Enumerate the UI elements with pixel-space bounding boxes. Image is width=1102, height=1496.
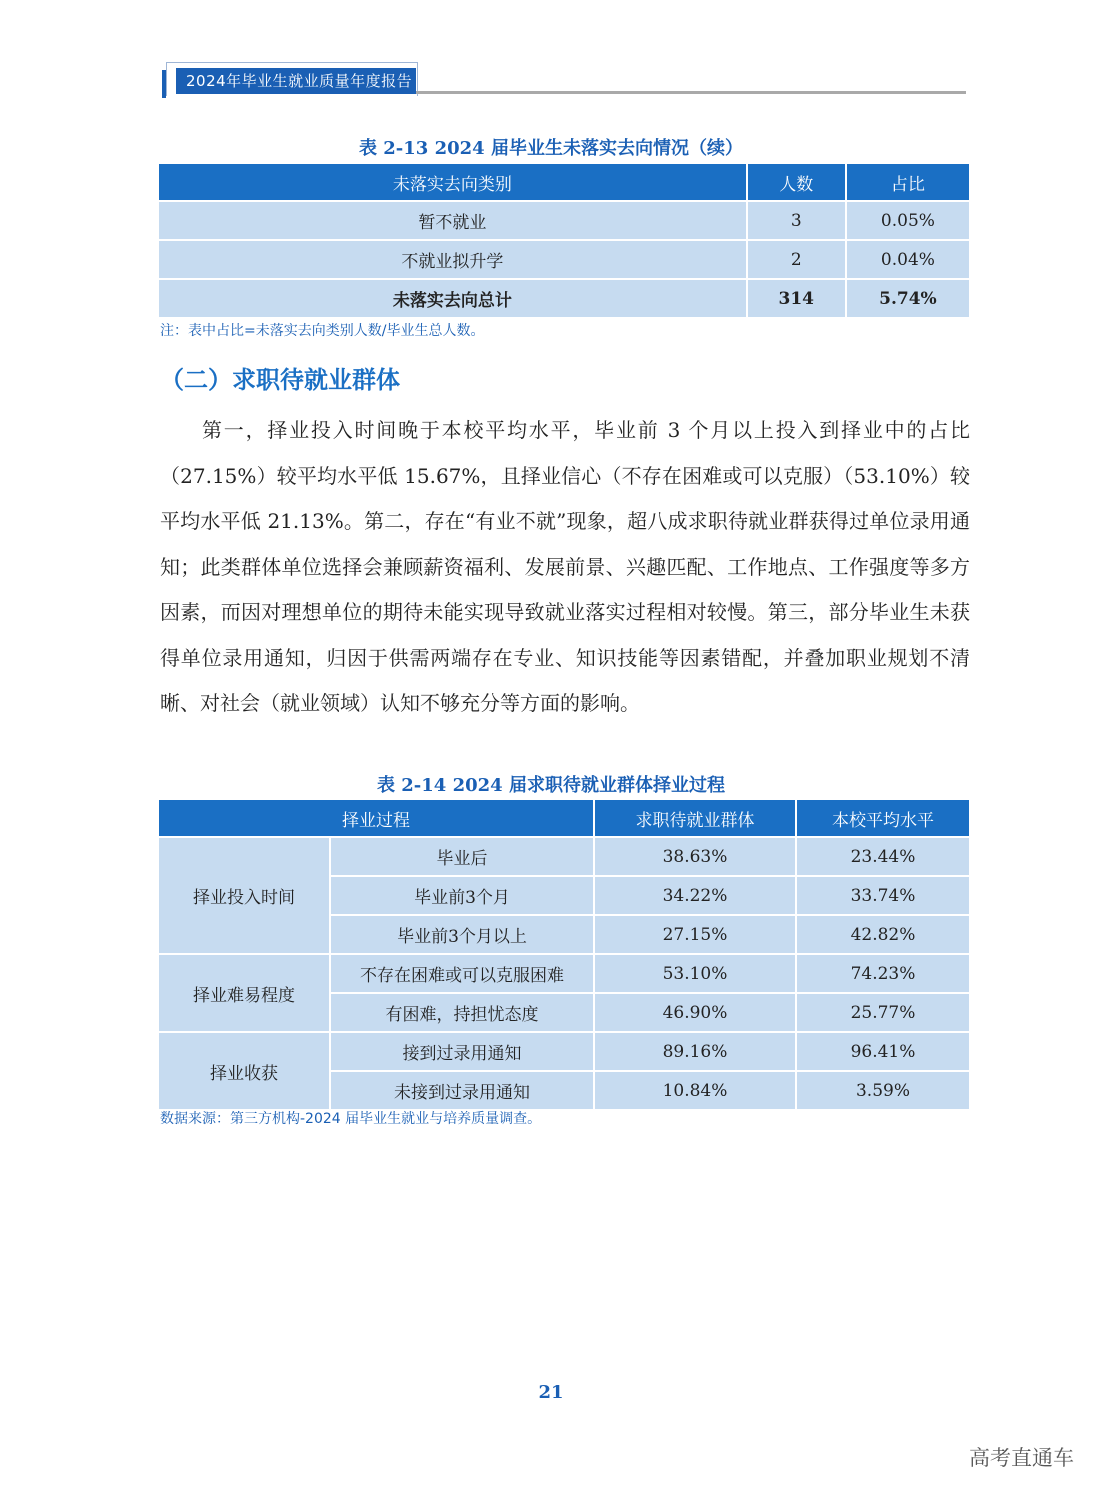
table2-cell: 53.10% — [595, 955, 795, 992]
table-row — [159, 838, 969, 875]
table1-cell: 0.04% — [847, 241, 969, 278]
table1-col-share: 占比 — [847, 164, 969, 200]
table1 — [157, 162, 971, 319]
page-number: 21 — [538, 1382, 564, 1403]
table1-caption: 表 2-13 2024 届毕业生未落实去向情况（续） — [359, 138, 743, 159]
table2-cell: 毕业前3个月 — [331, 877, 593, 914]
table2-col-average: 本校平均水平 — [797, 800, 969, 836]
table2-col-group: 求职待就业群体 — [595, 800, 795, 836]
section-title: （二）求职待就业群体 — [160, 366, 400, 394]
table1-header-row — [159, 164, 969, 200]
header-rule — [416, 91, 966, 94]
table1-cell: 0.05% — [847, 202, 969, 239]
table2-cell: 10.84% — [595, 1072, 795, 1109]
table2 — [157, 798, 971, 1111]
table1-cell: 2 — [748, 241, 845, 278]
table1-cell: 不就业拟升学 — [159, 241, 746, 278]
table1-cell: 3 — [748, 202, 845, 239]
table2-cell: 不存在困难或可以克服困难 — [331, 955, 593, 992]
table2-cell: 3.59% — [797, 1072, 969, 1109]
table2-cell: 96.41% — [797, 1033, 969, 1070]
table-row — [159, 202, 969, 239]
table2-source: 数据来源：第三方机构-2024 届毕业生就业与培养质量调查。 — [160, 1111, 542, 1127]
table1-total-label: 未落实去向总计 — [159, 280, 746, 317]
table-row — [159, 241, 969, 278]
table2-cell: 42.82% — [797, 916, 969, 953]
table2-cell: 毕业前3个月以上 — [331, 916, 593, 953]
table2-caption: 表 2-14 2024 届求职待就业群体择业过程 — [377, 775, 725, 796]
table1-col-category: 未落实去向类别 — [159, 164, 746, 200]
header-title: 2024年毕业生就业质量年度报告 — [186, 72, 413, 90]
table2-cell: 38.63% — [595, 838, 795, 875]
table1-total-share: 5.74% — [847, 280, 969, 317]
table2-cell: 89.16% — [595, 1033, 795, 1070]
table2-cell: 25.77% — [797, 994, 969, 1031]
table2-col-process: 择业过程 — [159, 800, 593, 836]
table2-cell: 27.15% — [595, 916, 795, 953]
table2-cell: 未接到过录用通知 — [331, 1072, 593, 1109]
table1-col-count: 人数 — [748, 164, 845, 200]
table2-group-label: 择业投入时间 — [159, 838, 329, 953]
table-row — [159, 955, 969, 992]
table1-total-count: 314 — [748, 280, 845, 317]
table2-cell: 接到过录用通知 — [331, 1033, 593, 1070]
table1-note: 注：表中占比=未落实去向类别人数/毕业生总人数。 — [160, 323, 485, 339]
table2-cell: 74.23% — [797, 955, 969, 992]
body-paragraph: 第一，择业投入时间晚于本校平均水平，毕业前 3 个月以上投入到择业中的占比（27.15%）较平均水平低 15.67%，且择业信心（不存在困难或可以克服）（53.10%）较平均水平低 21.13%。第二，存在“有业不就”现象，超八成求职待就业群获得过单位录用通知；此类群体单位选择会兼顾薪资福利、发展前景、兴趣匹配、工作地点、工作强度等多方因素，而因对理想单位的期待未能实现导致就业落实过程相对较慢。第三，部分毕业生未获得单位录用通知，归因于供需两端存在专业、知识技能等因素错配，并叠加职业规划不清晰、对社会（就业领域）认知不够充分等方面的影响。 — [160, 418, 970, 715]
table2-cell: 33.74% — [797, 877, 969, 914]
watermark: 高考直通车 — [969, 1446, 1074, 1470]
table1-cell: 暂不就业 — [159, 202, 746, 239]
table2-cell: 23.44% — [797, 838, 969, 875]
table2-cell: 毕业后 — [331, 838, 593, 875]
table1-total-row — [159, 280, 969, 317]
table2-group-label: 择业难易程度 — [159, 955, 329, 1031]
table2-cell: 46.90% — [595, 994, 795, 1031]
table2-cell: 34.22% — [595, 877, 795, 914]
table2-cell: 有困难，持担忧态度 — [331, 994, 593, 1031]
table2-header-row — [159, 800, 969, 836]
header-accent-bar — [162, 70, 166, 98]
table-row — [159, 1033, 969, 1070]
table2-group-label: 择业收获 — [159, 1033, 329, 1109]
